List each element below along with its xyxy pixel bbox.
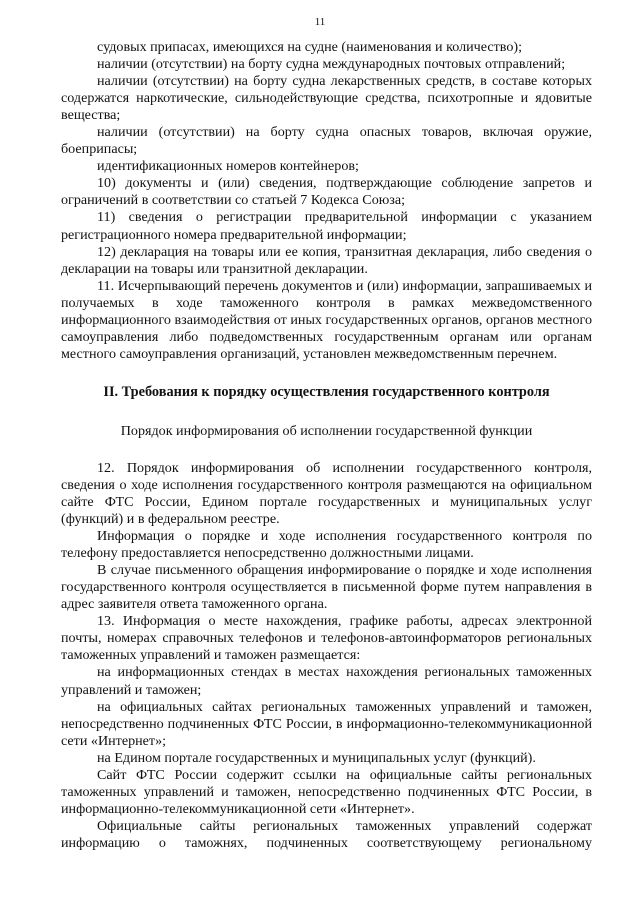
paragraph: 11) сведения о регистрации предварительной информации с указанием регистрационного номера предварительной информации; <box>61 209 592 243</box>
paragraph: 13. Информация о месте нахождения, графике работы, адресах электронной почты, номерах справочных телефонов и телефонов-автоинформаторов региональных таможенных управлений и таможен размещается: <box>61 613 592 664</box>
paragraph: на информационных стендах в местах нахождения региональных таможенных управлений и таможен; <box>61 664 592 698</box>
paragraph: идентификационных номеров контейнеров; <box>97 158 359 175</box>
paragraph: 11. Исчерпывающий перечень документов и (или) информации, запрашиваемых и получаемых в ходе таможенного контроля в рамках межведомственного информационного взаимодействия от иных государственных органов, органов местного самоуправления либо подведомственных государственным органам или органам местного самоуправления организаций, установлен межведомственным перечнем. <box>61 277 592 362</box>
paragraph: на официальных сайтах региональных таможенных управлений и таможен, непосредственно подчиненных ФТС России, в информационно-телекоммуникационной сети «Интернет»; <box>61 698 592 749</box>
paragraph: В случае письменного обращения информирование о порядке и ходе исполнения государственного контроля осуществляется в письменной форме путем направления в адрес заявителя ответа таможенного органа. <box>61 562 592 613</box>
paragraph: наличии (отсутствии) на борту судна опасных товаров, включая оружие, боеприпасы; <box>61 124 592 158</box>
paragraph: 12) декларация на товары или ее копия, транзитная декларация, либо сведения о декларации на товары или транзитной декларации. <box>61 243 592 277</box>
subsection-heading: Порядок информирования об исполнении государственной функции <box>120 422 533 439</box>
document-body <box>61 39 592 852</box>
paragraph: наличии (отсутствии) на борту судна лекарственных средств, в составе которых содержатся наркотические, сильнодействующие средства, психотропные и ядовитые вещества; <box>61 73 592 124</box>
paragraph: Официальные сайты региональных таможенных управлений содержат информацию о таможнях, подчиненных соответствующему региональному <box>61 817 592 851</box>
paragraph: Информация о порядке и ходе исполнения государственного контроля по телефону предоставляется непосредственно должностными лицами. <box>61 528 592 562</box>
paragraph: 10) документы и (или) сведения, подтверждающие соблюдение запретов и ограничений в соответствии со статьей 7 Кодекса Союза; <box>61 175 592 209</box>
paragraph: 12. Порядок информирования об исполнении государственного контроля, сведения о ходе исполнения государственного контроля размещаются на официальном сайте ФТС России, Едином портале государственных и муниципальных услуг (функций) и в федеральном реестре. <box>61 459 592 528</box>
page-number: 11 <box>314 16 326 28</box>
section-heading: II. Требования к порядку осуществления государственного контроля <box>103 383 550 400</box>
paragraph: наличии (отсутствии) на борту судна международных почтовых отправлений; <box>97 56 566 73</box>
paragraph: судовых припасах, имеющихся на судне (наименования и количество); <box>97 39 522 55</box>
paragraph: на Едином портале государственных и муниципальных услуг (функций). <box>97 749 536 766</box>
paragraph: Сайт ФТС России содержит ссылки на официальные сайты региональных таможенных управлений и таможен, непосредственно подчиненных ФТС России, в информационно-телекоммуникационной сети «Интернет». <box>61 766 592 817</box>
